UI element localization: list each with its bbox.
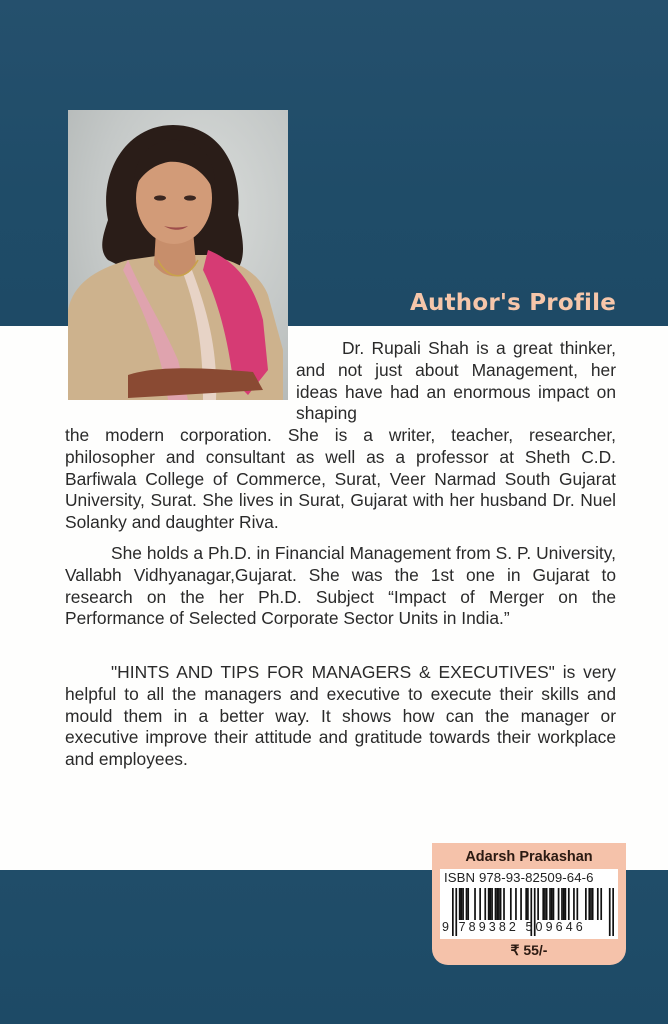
barcode-bar — [588, 888, 590, 920]
barcode-bar — [609, 888, 611, 936]
barcode-bar — [525, 888, 527, 920]
barcode-bar — [612, 888, 614, 936]
barcode-bar — [496, 888, 498, 920]
barcode-bar — [488, 888, 490, 920]
section-heading: Author's Profile — [410, 290, 616, 316]
book-description-paragraph: "HINTS AND TIPS FOR MANAGERS & EXECUTIVES" is very helpful to all the managers and executive to execute their skills and mould them in a better way. It shows how can the manager or executive improve their attitude and gratitude towards their workplace and employees. — [65, 662, 616, 770]
education-paragraph: She holds a Ph.D. in Financial Management from S. P. University, Vallabh Vidhyanagar,Gujarat. She was the 1st one in Gujarat to research on the her Ph.D. Subject “Impact of Merger on the Performance of Selected Corporate Sector Units in India.” — [65, 543, 616, 629]
barcode-bar — [484, 888, 486, 920]
barcode-bar — [498, 888, 500, 920]
author-bio-paragraph-wrap: Dr. Rupali Shah is a great thinker, and not just about Management, her ideas have had an enormous impact on shaping — [296, 338, 616, 424]
barcode-bar — [558, 888, 560, 920]
barcode-box — [440, 869, 618, 939]
barcode-bar — [576, 888, 578, 920]
barcode-bar — [585, 888, 587, 920]
barcode-bar — [549, 888, 551, 920]
barcode-bar — [561, 888, 563, 920]
barcode-bar — [491, 888, 493, 920]
barcode-bar — [527, 888, 529, 920]
author-bio-paragraph-continued: the modern corporation. She is a writer, teacher, researcher, philosopher and consultant as well as a professor at Sheth C.D. Barfiwala College of Commerce, Surat, Veer Narmad South Gujarat University, Surat. She lives in Surat, Gujarat with her husband Dr. Nuel Solanky and daughter Riva. — [65, 425, 616, 533]
barcode-bar — [568, 888, 570, 920]
barcode-bar — [466, 888, 468, 920]
barcode-bar — [600, 888, 602, 920]
barcode-bar — [515, 888, 517, 920]
barcode-bar — [551, 888, 553, 920]
barcode-bar — [520, 888, 522, 920]
eye-left — [154, 195, 166, 200]
barcode-bar — [495, 888, 497, 920]
author-photo — [68, 110, 288, 400]
barcode-bar — [537, 888, 539, 920]
barcode-bar — [459, 888, 461, 920]
barcode-bar — [597, 888, 599, 920]
barcode-bar — [544, 888, 546, 920]
eye-right — [184, 195, 196, 200]
barcode-bar — [479, 888, 481, 920]
barcode-bar — [573, 888, 575, 920]
barcode-digits: 9 789382 509646 — [442, 920, 586, 934]
author-portrait-illustration — [68, 110, 288, 400]
publisher-name: Adarsh Prakashan — [465, 849, 593, 865]
barcode-bar — [510, 888, 512, 920]
barcode-bar — [500, 888, 502, 920]
isbn-text: ISBN 978-93-82509-64-6 — [444, 870, 594, 885]
barcode-bar — [546, 888, 548, 920]
barcode-bar — [461, 888, 463, 920]
barcode-bar — [503, 888, 505, 920]
barcode-bar — [542, 888, 544, 920]
price-text: ₹ 55/- — [510, 942, 548, 958]
barcode-bar — [563, 888, 565, 920]
barcode-bar — [565, 888, 567, 920]
barcode-bar — [467, 888, 469, 920]
barcode-bar — [592, 888, 594, 920]
barcode-bar — [462, 888, 464, 920]
barcode-bar — [590, 888, 592, 920]
barcode-label — [432, 843, 626, 965]
barcode-bar — [490, 888, 492, 920]
barcode-bar — [553, 888, 555, 920]
barcode-bar — [474, 888, 476, 920]
